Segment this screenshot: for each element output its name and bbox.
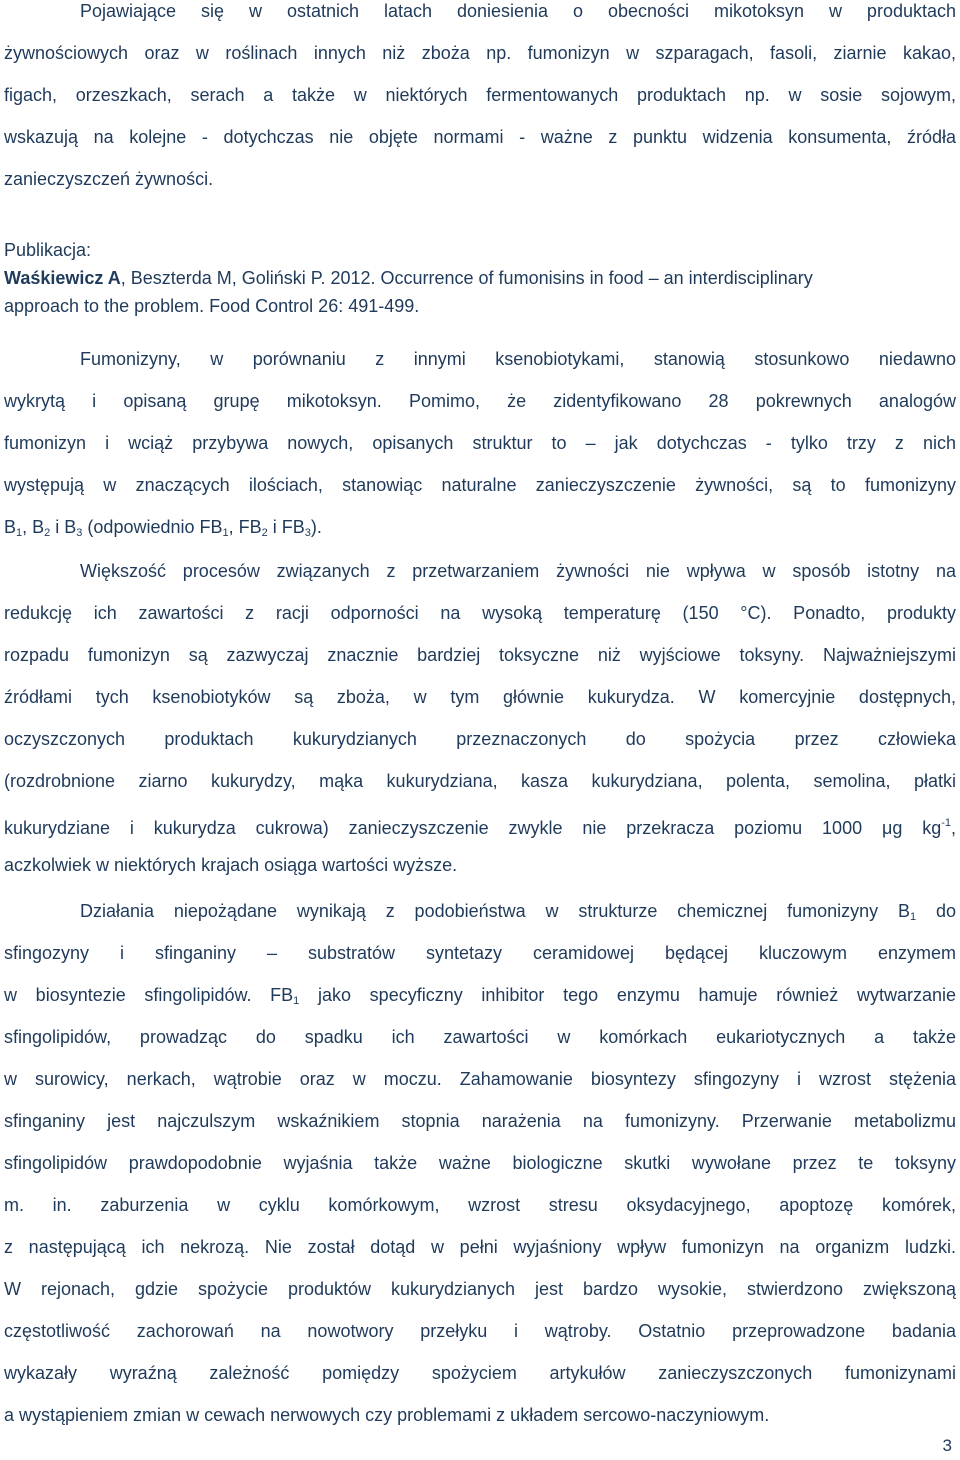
paragraph-adverse-effects bbox=[4, 890, 956, 1436]
text-segment: do bbox=[916, 901, 956, 921]
paragraph-fumonizyny bbox=[4, 338, 956, 548]
text-segment: B bbox=[4, 517, 17, 537]
text-line: a wystąpieniem zmian w cewach nerwowych czy problemami z układem sercowo-naczyniowym. bbox=[4, 1405, 770, 1425]
text-line: wskazują na kolejne - dotychczas nie objęte normami - ważne z punktu widzenia konsumenta, źródła bbox=[4, 127, 956, 147]
publication-block bbox=[4, 236, 956, 320]
superscript: -1 bbox=[941, 817, 951, 829]
text-line bbox=[4, 506, 956, 548]
text-segment: i B bbox=[50, 517, 77, 537]
subscript: 1 bbox=[293, 995, 300, 1007]
text-line: źródłami tych ksenobiotyków są zboża, w tym głównie kukurydza. W komercyjnie dostępnych, bbox=[4, 687, 956, 707]
text-line: m. in. zaburzenia w cyklu komórkowym, wzrost stresu oksydacyjnego, apoptozę komórek, bbox=[4, 1195, 956, 1215]
text-line: częstotliwość zachorowań na nowotwory przełyku i wątroby. Ostatnio przeprowadzone badania bbox=[4, 1321, 956, 1341]
text-line: figach, orzeszkach, serach a także w niektórych fermentowanych produktach np. w sosie sojowym, bbox=[4, 85, 956, 105]
text-line: Większość procesów związanych z przetwarzaniem żywności nie wpływa w sposób istotny na bbox=[80, 561, 956, 581]
subscript: 1 bbox=[910, 911, 917, 923]
text-line: oczyszczonych produktach kukurydzianych przeznaczonych do spożycia przez człowieka bbox=[4, 729, 956, 749]
intro-paragraph bbox=[4, 0, 956, 200]
subscript: 3 bbox=[304, 527, 311, 539]
citation-authors: Waśkiewicz A bbox=[4, 268, 121, 288]
text-line: sfingozyny i sfinganiny – substratów syntetazy ceramidowej będącej kluczowym enzymem bbox=[4, 943, 956, 963]
text-line: redukcję ich zawartości z racji odporności na wysoką temperaturę (150 °C). Ponadto, produkty bbox=[4, 603, 956, 623]
publication-label: Publikacja: bbox=[4, 240, 92, 260]
text-segment: , B bbox=[22, 517, 45, 537]
text-line: sfinganiny jest najczulszym wskaźnikiem stopnia narażenia na fumonizyny. Przerwanie metabolizmu bbox=[4, 1111, 956, 1131]
text-line: zanieczyszczeń żywności. bbox=[4, 169, 214, 189]
citation-text: , Beszterda M, Goliński P. 2012. Occurrence of fumonisins in food – an interdisciplinary bbox=[120, 268, 813, 288]
text-segment: w biosyntezie sfingolipidów. FB bbox=[4, 985, 294, 1005]
text-segment: jako specyficzny inhibitor tego enzymu hamuje również wytwarzanie bbox=[299, 985, 956, 1005]
text-line bbox=[4, 890, 956, 932]
text-line: żywnościowych oraz w roślinach innych niż zboża np. fumonizyn w szparagach, fasoli, ziarnie kakao, bbox=[4, 43, 956, 63]
subscript: 1 bbox=[16, 527, 23, 539]
text-line: fumonizyn i wciąż przybywa nowych, opisanych struktur to – jak dotychczas - tylko trzy z nich bbox=[4, 433, 956, 453]
paragraph-processing bbox=[4, 550, 956, 886]
subscript: 2 bbox=[261, 527, 268, 539]
text-segment: (odpowiednio FB bbox=[82, 517, 223, 537]
text-line: W rejonach, gdzie spożycie produktów kukurydzianych jest bardzo wysokie, stwierdzono zwiększoną bbox=[4, 1279, 956, 1299]
text-segment: i FB bbox=[267, 517, 305, 537]
text-line: rozpadu fumonizyn są zazwyczaj znacznie bardziej toksyczne niż wyjściowe toksyny. Najważniejszymi bbox=[4, 645, 956, 665]
subscript: 2 bbox=[44, 527, 51, 539]
text-segment: , bbox=[950, 818, 956, 838]
citation-line bbox=[4, 264, 956, 292]
page-number: 3 bbox=[942, 1436, 952, 1455]
text-segment: Działania niepożądane wynikają z podobieństwa w strukturze chemicznej fumonizyny B bbox=[80, 901, 910, 921]
text-line: sfingolipidów prawdopodobnie wyjaśnia także ważne biologiczne skutki wywołane przez te toksyny bbox=[4, 1153, 956, 1173]
text-segment: ). bbox=[310, 517, 322, 537]
citation-line: approach to the problem. Food Control 26: 491-499. bbox=[4, 296, 420, 316]
text-line: Fumonizyny, w porównaniu z innymi ksenobiotykami, stanowią stosunkowo niedawno bbox=[80, 349, 956, 369]
text-segment: kukurydziane i kukurydza cukrowa) zanieczyszczenie zwykle nie przekracza poziomu 1000 μg kg bbox=[4, 818, 942, 838]
text-line: wykazały wyraźną zależność pomiędzy spożyciem artykułów zanieczyszczonych fumonizynami bbox=[4, 1363, 956, 1383]
text-line: (rozdrobnione ziarno kukurydzy, mąka kukurydziana, kasza kukurydziana, polenta, semolina, płatki bbox=[4, 771, 956, 791]
subscript: 3 bbox=[76, 527, 83, 539]
text-line: występują w znaczących ilościach, stanowiąc naturalne zanieczyszczenie żywności, są to fumonizyny bbox=[4, 475, 956, 495]
text-line: sfingolipidów, prowadząc do spadku ich zawartości w komórkach eukariotycznych a także bbox=[4, 1027, 956, 1047]
text-line: wykrytą i opisaną grupę mikotoksyn. Pomimo, że zidentyfikowano 28 pokrewnych analogów bbox=[4, 391, 956, 411]
text-line bbox=[4, 974, 956, 1016]
text-line bbox=[4, 802, 956, 844]
text-line: aczkolwiek w niektórych krajach osiąga wartości wyższe. bbox=[4, 855, 458, 875]
text-segment: , FB bbox=[228, 517, 262, 537]
text-line: z następującą ich nekrozą. Nie został dotąd w pełni wyjaśniony wpływ fumonizyn na organizm ludzki. bbox=[4, 1237, 956, 1257]
text-line: w surowicy, nerkach, wątrobie oraz w moczu. Zahamowanie biosyntezy sfingozyny i wzrost stężenia bbox=[4, 1069, 956, 1089]
text-line: Pojawiające się w ostatnich latach doniesienia o obecności mikotoksyn w produktach bbox=[80, 1, 956, 21]
subscript: 1 bbox=[222, 527, 229, 539]
